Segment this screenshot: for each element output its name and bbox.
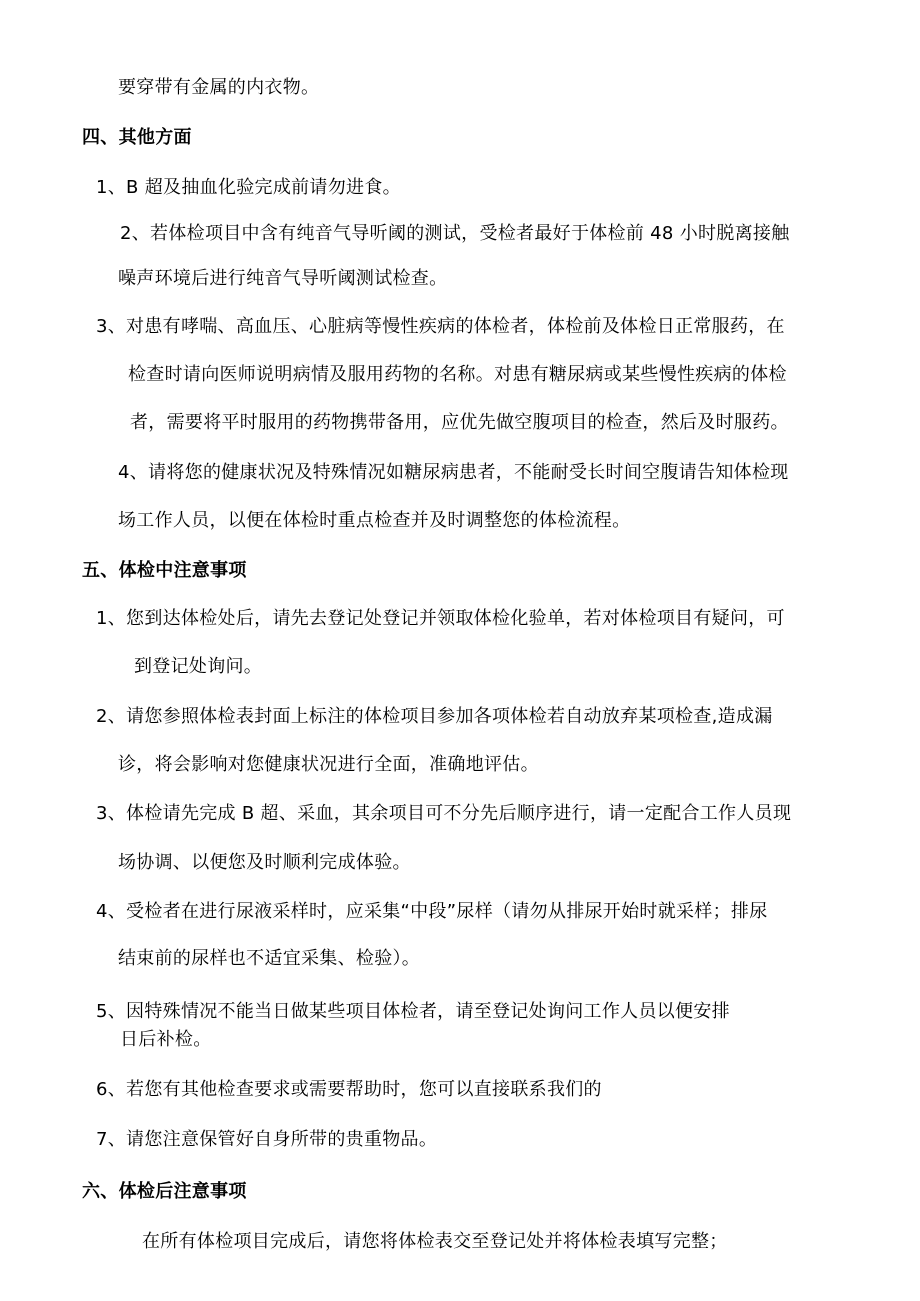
section-heading-other: 四、其他方面: [82, 127, 192, 148]
list-item: 1、B 超及抽血化验完成前请勿进食。: [96, 177, 401, 198]
list-item-continuation: 到登记处询问。: [134, 656, 263, 677]
list-item: 1、您到达体检处后，请先去登记处登记并领取体检化验单，若对体检项目有疑问，可: [96, 608, 785, 629]
list-item: 2、请您参照体检表封面上标注的体检项目参加各项体检若自动放弃某项检查,造成漏: [96, 706, 773, 727]
list-item: 4、受检者在进行尿液采样时，应采集“中段”尿样（请勿从排尿开始时就采样；排尿: [96, 901, 768, 922]
section-heading-during-exam: 五、体检中注意事项: [82, 560, 247, 581]
list-item: 6、若您有其他检查要求或需要帮助时，您可以直接联系我们的: [96, 1079, 602, 1100]
list-item-continuation: 噪声环境后进行纯音气导听阈测试检查。: [118, 268, 448, 289]
list-item-continuation: 场协调、以便您及时顺利完成体验。: [118, 852, 411, 873]
list-item-continuation: 诊，将会影响对您健康状况进行全面，准确地评估。: [118, 754, 539, 775]
continuation-text: 要穿带有金属的内衣物。: [118, 77, 320, 98]
list-item-continuation: 结束前的尿样也不适宜采集、检验）。: [118, 948, 421, 969]
list-item-continuation: 日后补检。: [120, 1029, 212, 1050]
paragraph-text: 在所有体检项目完成后，请您将体检表交至登记处并将体检表填写完整；: [142, 1231, 728, 1252]
list-item: 2、若体检项目中含有纯音气导听阈的测试，受检者最好于体检前 48 小时脱离接触: [120, 223, 790, 244]
list-item-continuation: 场工作人员，以便在体检时重点检查并及时调整您的体检流程。: [118, 510, 631, 531]
section-heading-after-exam: 六、体检后注意事项: [82, 1181, 247, 1202]
list-item: 5、因特殊情况不能当日做某些项目体检者，请至登记处询问工作人员以便安排: [96, 1001, 730, 1022]
list-item: 7、请您注意保管好自身所带的贵重物品。: [96, 1129, 438, 1150]
list-item: 3、对患有哮喘、高血压、心脏病等慢性疾病的体检者，体检前及体检日正常服药，在: [96, 316, 785, 337]
list-item: 3、体检请先完成 B 超、采血，其余项目可不分先后顺序进行，请一定配合工作人员现: [96, 803, 792, 824]
list-item-continuation: 检查时请向医师说明病情及服用药物的名称。对患有糖尿病或某些慢性疾病的体检: [128, 364, 787, 385]
list-item-continuation: 者，需要将平时服用的药物携带备用，应优先做空腹项目的检查，然后及时服药。: [130, 412, 789, 433]
list-item: 4、请将您的健康状况及特殊情况如糖尿病患者，不能耐受长时间空腹请告知体检现: [118, 462, 789, 483]
